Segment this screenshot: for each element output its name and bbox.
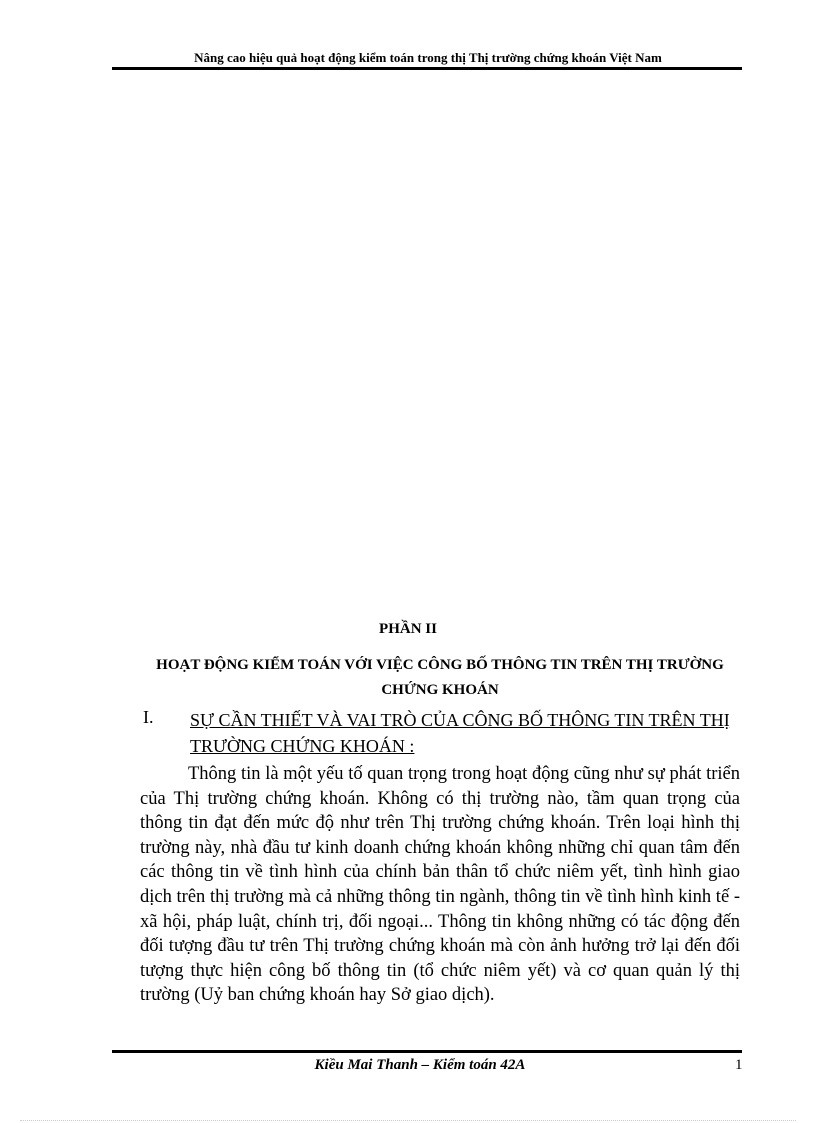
section-title: SỰ CẦN THIẾT VÀ VAI TRÒ CỦA CÔNG BỐ THÔNG TIN TRÊN THỊ TRƯỜNG CHỨNG KHOÁN : bbox=[190, 710, 730, 756]
page-edge-divider bbox=[20, 1120, 796, 1121]
chapter-title: HOẠT ĐỘNG KIỂM TOÁN VỚI VIỆC CÔNG BỐ THÔNG TIN TRÊN THỊ TRƯỜNG CHỨNG KHOÁN bbox=[156, 657, 724, 698]
part-label: PHẦN II bbox=[379, 621, 437, 637]
section-number: I. bbox=[143, 707, 154, 727]
running-header: Nâng cao hiệu quả hoạt động kiểm toán trong thị Thị trường chứng khoán Việt Nam bbox=[194, 50, 662, 65]
body-paragraph: Thông tin là một yếu tố quan trọng trong hoạt động cũng như sự phát triển của Thị trường chứng khoán. Không có thị trường nào, tầm quan trọng của thông tin đạt đến mức độ như trên Thị trường chứng khoán. Trên loại hình thị trường này, nhà đầu tư kinh doanh chứng khoán không những chỉ quan tâm đến các thông tin về tình hình của chính bản thân tổ chức niêm yết, tình hình giao dịch trên thị trường mà cả những thông tin ngành, thông tin về tình hình kinh tế - xã hội, pháp luật, chính trị, đối ngoại... Thông tin không những có tác động đến đối tượng đầu tư trên Thị trường chứng khoán mà còn ảnh hưởng trở lại đến đối tượng thực hiện công bố thông tin (tổ chức niêm yết) và cơ quan quản lý thị trường (Uỷ ban chứng khoán hay Sở giao dịch). bbox=[140, 764, 740, 1006]
footer-divider bbox=[112, 1050, 742, 1053]
header-divider bbox=[112, 67, 742, 70]
footer-author: Kiều Mai Thanh – Kiểm toán 42A bbox=[314, 1057, 526, 1073]
page-number: 1 bbox=[735, 1057, 743, 1073]
